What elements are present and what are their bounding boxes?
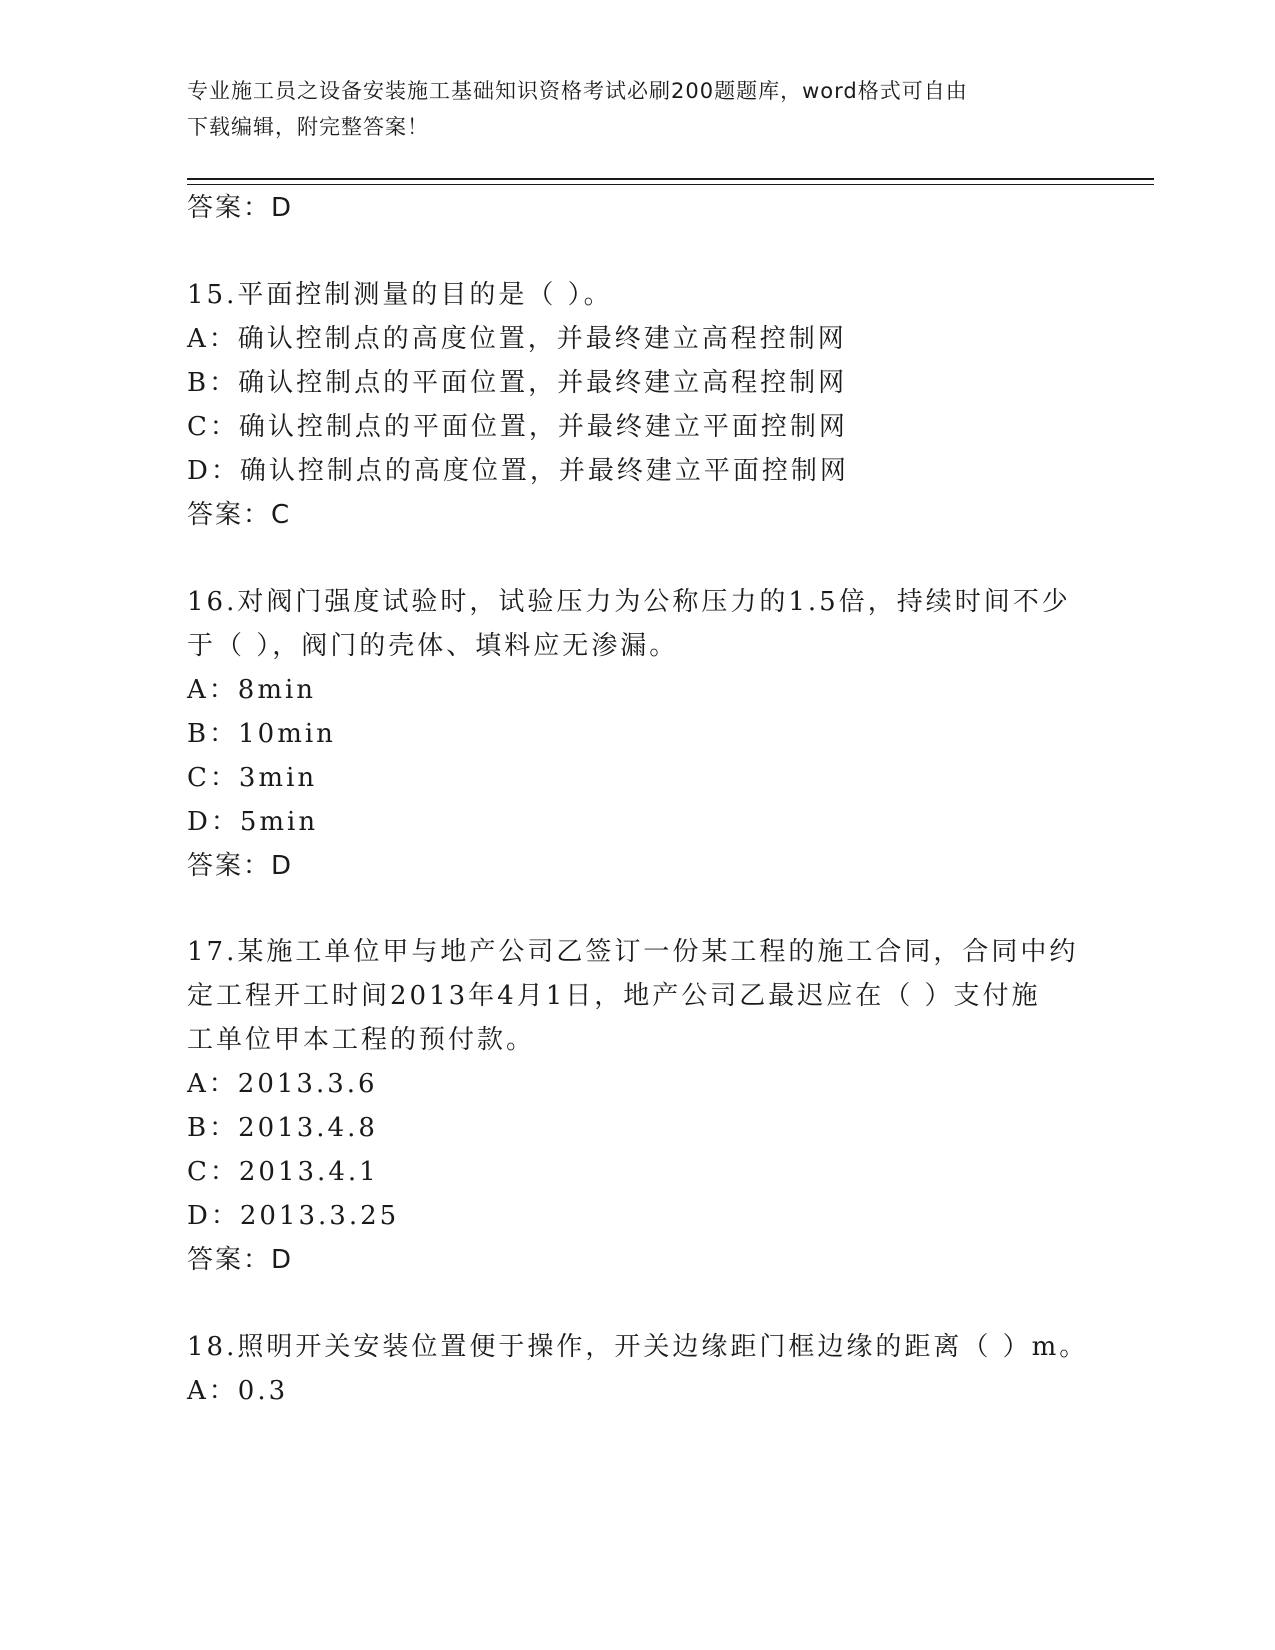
q18-option-a: A：0.3 — [187, 1376, 289, 1406]
q15-answer: 答案：C — [187, 500, 292, 530]
q16-stem-line-2: 于（ ），阀门的壳体、填料应无渗漏。 — [187, 631, 679, 661]
q16-option-b: B：10min — [187, 719, 336, 749]
q17-stem-line-2: 定工程开工时间2013年4月1日，地产公司乙最迟应在（ ）支付施 — [187, 981, 1041, 1011]
q16-option-d: D：5min — [187, 807, 319, 837]
q15-option-b: B：确认控制点的平面位置，并最终建立高程控制网 — [187, 368, 848, 398]
header-rule-thin — [187, 184, 1154, 185]
document-header — [187, 73, 1067, 145]
q17-option-b: B：2013.4.8 — [187, 1113, 378, 1143]
q17-option-d: D：2013.3.25 — [187, 1201, 400, 1231]
q15-stem: 15.平面控制测量的目的是（ ）。 — [187, 280, 613, 310]
q16-answer: 答案：D — [187, 851, 294, 881]
header-line-2: 下载编辑，附完整答案！ — [187, 115, 429, 139]
q17-stem-line-1: 17.某施工单位甲与地产公司乙签订一份某工程的施工合同，合同中约 — [187, 937, 1079, 967]
q17-answer: 答案：D — [187, 1245, 294, 1275]
q17-option-a: A：2013.3.6 — [187, 1069, 378, 1099]
prev-answer: 答案：D — [187, 193, 294, 223]
q15-option-c: C：确认控制点的平面位置，并最终建立平面控制网 — [187, 412, 848, 442]
q18-stem: 18.照明开关安装位置便于操作，开关边缘距门框边缘的距离（ ）m。 — [187, 1332, 1089, 1362]
q16-option-a: A：8min — [187, 675, 317, 705]
header-rule-thick — [187, 178, 1154, 180]
q17-option-c: C：2013.4.1 — [187, 1157, 379, 1187]
q15-option-d: D：确认控制点的高度位置，并最终建立平面控制网 — [187, 456, 849, 486]
q17-stem-line-3: 工单位甲本工程的预付款。 — [187, 1025, 536, 1055]
q15-option-a: A：确认控制点的高度位置，并最终建立高程控制网 — [187, 324, 847, 354]
q16-stem-line-1: 16.对阀门强度试验时，试验压力为公称压力的1.5倍，持续时间不少 — [187, 587, 1071, 617]
q16-option-c: C：3min — [187, 763, 318, 793]
header-line-1: 专业施工员之设备安装施工基础知识资格考试必刷200题题库，word格式可自由 — [187, 79, 968, 103]
